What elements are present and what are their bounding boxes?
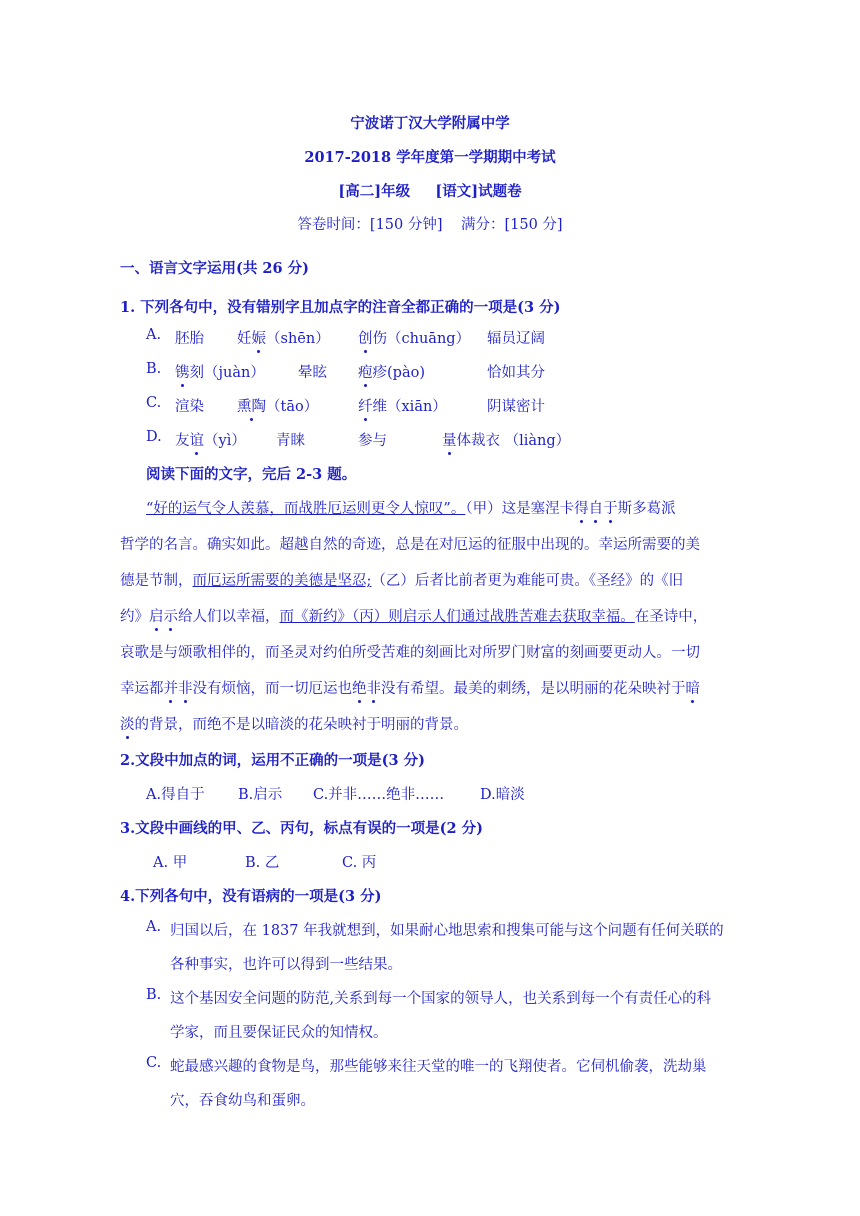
option-label: D. [146, 429, 162, 445]
dotted-char: 自 [588, 501, 604, 517]
dotted-char: 于 [603, 501, 618, 517]
dotted-char: 绝 [352, 681, 367, 697]
word: 量体裁衣 （liàng） [442, 433, 571, 449]
word: 妊娠（shēn） [237, 331, 330, 347]
option-label: B. [146, 361, 162, 377]
q4-option-c-label: C. [146, 1055, 162, 1071]
q3-stem: 3.文段中画线的甲、乙、丙句，标点有误的一项是(2 分) [120, 820, 483, 837]
subject-line [0, 180, 860, 201]
q4-option-a-line-1: 归国以后，在 1837 年我就想到，如果耐心地思索和搜集可能与这个问题有任何关联的 [170, 923, 724, 939]
dotted-char: 纤 [358, 399, 373, 415]
word: 纤维（xiān） [358, 399, 447, 415]
passage-line-4: 约》启示给人们以幸福，而《新约》（丙）则启示人们通过战胜苦难去获取幸福。在圣诗中， [120, 609, 708, 625]
full-score: 满分：[150 分] [460, 217, 563, 233]
dotted-char: 谊 [189, 433, 204, 449]
q4-option-c-line-1: 蛇最感兴趣的食物是鸟，那些能够来往天堂的唯一的飞翔使者。它伺机偷袭，洗劫巢 [170, 1059, 707, 1075]
q1-stem: 1. 下列各句中，没有错别字且加点字的注音全都正确的一项是(3 分) [120, 299, 561, 316]
q4-option-a-label: A. [146, 919, 162, 935]
option-label: C. [146, 395, 162, 411]
passage-line-2: 哲学的名言。确实如此。超越自然的奇迹，总是在对厄运的征服中出现的。幸运所需要的美 [120, 537, 700, 553]
passage-line-7: 淡的背景，而绝不是以暗淡的花朵映衬于明丽的背景。 [120, 717, 468, 733]
underlined-sentence-jia: “好的运气令人羡慕，而战胜厄运则更令人惊叹”。 [146, 501, 466, 517]
dotted-char: 非 [366, 681, 381, 697]
word: 晕眩 [298, 365, 327, 381]
q4-option-b-label: B. [146, 987, 162, 1003]
word: 疱疹(pào) [358, 365, 425, 381]
underlined-sentence-yi: 而厄运所需要的美德是坚忍; [192, 573, 372, 589]
q2-option-a: A.得自于 [146, 787, 205, 803]
option-label: A. [146, 327, 162, 343]
dotted-char: 启 [149, 609, 164, 625]
q2-option-c: C.并非……绝非…… [313, 787, 445, 803]
q3-option-c: C. 丙 [342, 855, 377, 871]
word: 阴谋密计 [487, 399, 545, 415]
grade-label: [高二]年级 [338, 183, 411, 200]
dotted-char: 娠 [251, 331, 266, 347]
q2-stem: 2.文段中加点的词，运用不正确的一项是(3 分) [120, 752, 425, 769]
passage-line-6: 幸运都并非没有烦恼，而一切厄运也绝非没有希望。最美的刺绣，是以明丽的花朵映衬于暗 [120, 681, 700, 697]
word: 辐员辽阔 [487, 331, 545, 347]
exam-time: 答卷时间：[150 分钟] [297, 217, 443, 233]
time-score-line [0, 213, 860, 234]
dotted-char: 熏陶 [237, 399, 266, 415]
dotted-char: 并 [163, 681, 178, 697]
q4-stem: 4.下列各句中，没有语病的一项是(3 分) [120, 888, 382, 905]
dotted-char: 疱 [358, 365, 373, 381]
underlined-sentence-bing: 而《新约》（丙）则启示人们通过战胜苦难去获取幸福。 [279, 609, 635, 625]
school-name: 宁波诺丁汉大学附属中学 [350, 115, 510, 132]
passage-line-5: 哀歌是与颂歌相伴的，而圣灵对约伯所受苦难的刻画比对所罗门财富的刻画要更动人。一切 [120, 645, 700, 661]
word: 恰如其分 [487, 365, 545, 381]
dotted-char: 示 [163, 609, 178, 625]
q4-option-b-line-1: 这个基因安全问题的防范,关系到每一个国家的领导人，也关系到每一个有责任心的科 [170, 991, 712, 1007]
q3-option-a: A. 甲 [153, 855, 188, 871]
word: 创伤（chuāng） [358, 331, 471, 347]
word: 参与 [358, 433, 387, 449]
word: 镌刻（juàn） [175, 365, 265, 381]
dotted-char: 非 [178, 681, 193, 697]
dotted-char: 创 [358, 331, 373, 347]
dotted-char: 镌 [175, 365, 190, 381]
subject-label: [语文]试题卷 [435, 183, 522, 200]
passage-line-3: 德是节制，而厄运所需要的美德是坚忍;（乙）后者比前者更为难能可贵。《圣经》的《旧 [120, 573, 684, 589]
dotted-char: 得 [574, 501, 589, 517]
word: 胚胎 [175, 331, 204, 347]
passage-line-1: “好的运气令人羡慕，而战胜厄运则更令人惊叹”。（甲）这是塞涅卡得自于斯多葛派 [146, 501, 676, 517]
q3-option-b: B. 乙 [245, 855, 280, 871]
dotted-char: 暗 [685, 681, 700, 697]
reading-intro: 阅读下面的文字，完后 2-3 题。 [146, 466, 357, 483]
q2-option-b: B.启示 [238, 787, 283, 803]
q4-option-c-line-2: 穴，吞食幼鸟和蛋卵。 [170, 1093, 315, 1109]
word: 青睐 [276, 433, 305, 449]
exam-title: 2017-2018 学年度第一学期期中考试 [304, 149, 556, 166]
word: 渲染 [175, 399, 204, 415]
word: 友谊（yì） [175, 433, 246, 449]
q2-option-d: D.暗淡 [480, 787, 525, 803]
dotted-char: 淡 [120, 717, 135, 733]
q4-option-a-line-2: 各种事实，也许可以得到一些结果。 [170, 957, 402, 973]
q4-option-b-line-2: 学家，而且要保证民众的知情权。 [170, 1025, 388, 1041]
dotted-char: 量 [442, 433, 457, 449]
word: 熏陶（tāo） [237, 399, 319, 415]
section-title: 一、语言文字运用(共 26 分) [120, 260, 309, 277]
